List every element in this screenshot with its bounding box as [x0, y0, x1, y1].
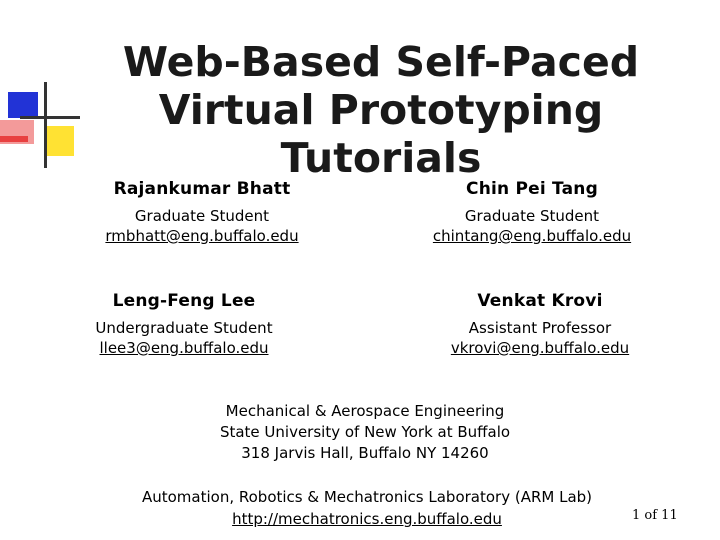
slide-logo — [0, 58, 80, 168]
author-email-link[interactable]: vkrovi@eng.buffalo.edu — [450, 339, 630, 357]
affiliation-block — [140, 401, 590, 464]
author-name: Rajankumar Bhatt — [113, 179, 291, 199]
author-name: Leng-Feng Lee — [112, 291, 256, 311]
slide-title: Web-Based Self-Paced Virtual Prototyping Tutorials — [122, 38, 640, 182]
university: State University of New York at Buffalo — [219, 423, 511, 441]
department: Mechanical & Aerospace Engineering — [225, 402, 505, 420]
author-email-link[interactable]: chintang@eng.buffalo.edu — [432, 227, 632, 245]
lab-url-link[interactable]: http://mechatronics.eng.buffalo.edu — [232, 510, 502, 528]
logo-horizontal-line — [20, 116, 80, 119]
author-name: Venkat Krovi — [477, 291, 603, 311]
logo-blue-square — [8, 92, 38, 118]
address: 318 Jarvis Hall, Buffalo NY 14260 — [241, 444, 489, 462]
logo-yellow-square — [46, 126, 74, 156]
author-email-link[interactable]: rmbhatt@eng.buffalo.edu — [105, 227, 299, 245]
page-number: 1 of 11 — [632, 508, 678, 523]
author-card — [420, 290, 660, 358]
author-role: Graduate Student — [464, 207, 600, 225]
author-role: Undergraduate Student — [95, 319, 273, 337]
author-card — [64, 290, 304, 358]
author-role: Assistant Professor — [468, 319, 612, 337]
logo-red-bar — [0, 136, 28, 142]
lab-block — [112, 486, 622, 530]
author-role: Graduate Student — [134, 207, 270, 225]
lab-name: Automation, Robotics & Mechatronics Laboratory (ARM Lab) — [141, 488, 593, 506]
logo-vertical-line — [44, 82, 47, 168]
author-name: Chin Pei Tang — [466, 179, 598, 199]
author-card — [82, 178, 322, 246]
author-card — [412, 178, 652, 246]
author-email-link[interactable]: llee3@eng.buffalo.edu — [99, 339, 269, 357]
